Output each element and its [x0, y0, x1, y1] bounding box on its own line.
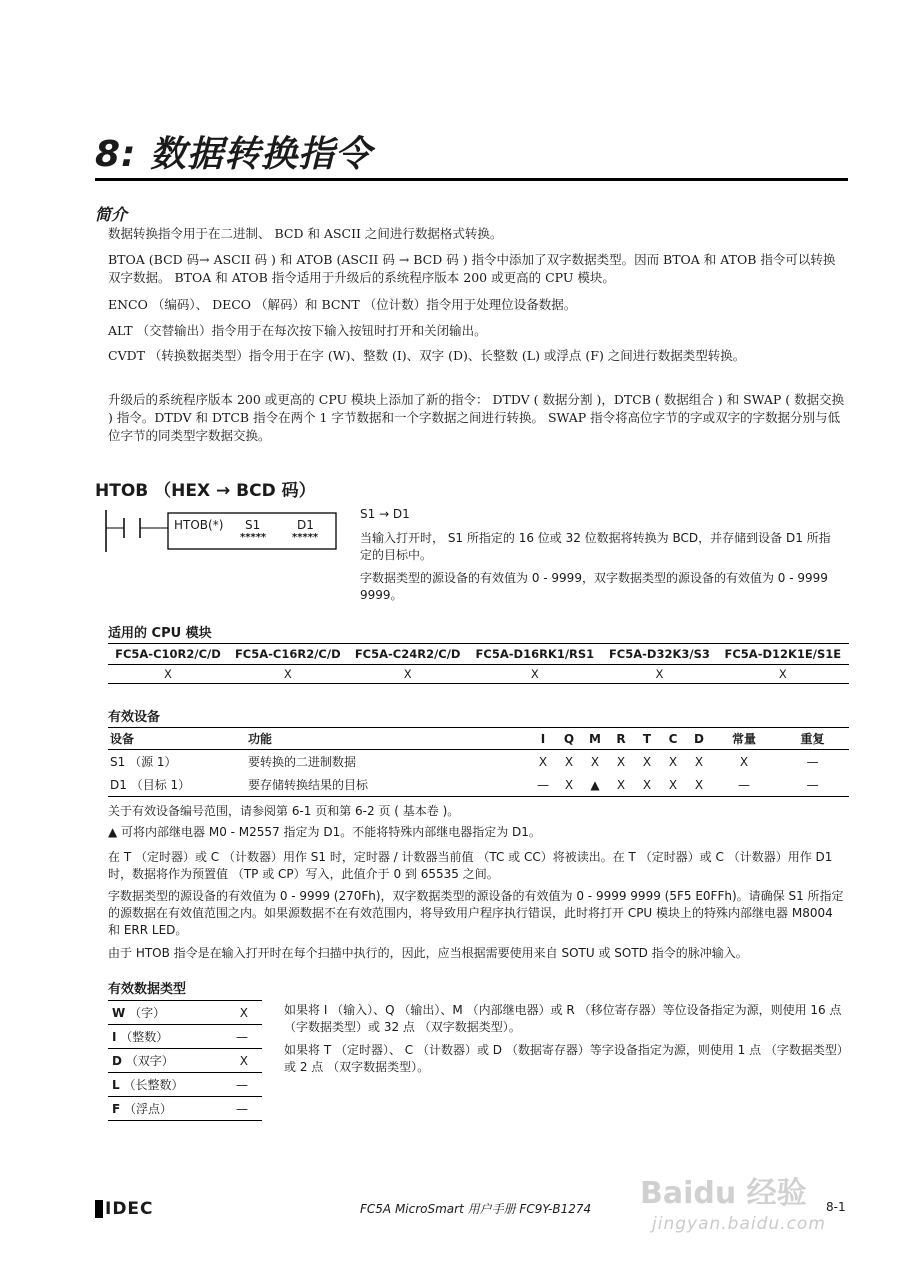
device-table [108, 727, 849, 797]
device-cell: S1 （源 1） [110, 755, 177, 769]
device-cell: X [739, 754, 749, 769]
device-cell: — [530, 773, 556, 797]
type-label: （字） [129, 1006, 166, 1020]
instruction-label: HTOB(*) [174, 518, 224, 532]
type-value: — [220, 1025, 262, 1049]
type-value: X [220, 1001, 262, 1025]
device-cell: 要转换的二进制数据 [248, 755, 357, 769]
device-cell: — [806, 754, 819, 769]
intro-paragraph: CVDT （转换数据类型）指令用于在字 (W)、整数 (I)、双字 (D)、长整数 (L) 或浮点 (F) 之间进行数据类型转换。 [108, 348, 746, 363]
cpu-cell: X [348, 665, 468, 684]
cpu-table-heading: 适用的 CPU 模块 [108, 626, 212, 641]
device-cell: X [538, 754, 548, 769]
cpu-column-header: FC5A-C24R2/C/D [348, 644, 468, 665]
device-cell: X [642, 754, 652, 769]
device-cell: — [712, 773, 776, 797]
device-cell: X [668, 754, 678, 769]
device-column-header: T [634, 728, 660, 750]
cpu-column-header: FC5A-C16R2/C/D [228, 644, 348, 665]
device-column-header: Q [556, 728, 582, 750]
intro-paragraph: BTOA (BCD 码→ ASCII 码 ) 和 ATOB (ASCII 码 → BCD 码 ) 指令中添加了双字数据类型。因而 BTOA 和 ATOB 指令可以转换双字数据。 BTOA 和 ATOB 指令适用于升级后的系统程序版本 200 或更高的 CPU 模块。 [108, 252, 836, 285]
type-code: W [112, 1006, 126, 1020]
type-value: X [220, 1049, 262, 1073]
type-value: — [220, 1073, 262, 1097]
intro-paragraph: ALT （交替输出）指令用于在每次按下输入按钮时打开和关闭输出。 [108, 323, 487, 338]
device-cell: — [776, 773, 849, 797]
table-row [108, 750, 849, 774]
device-column-header: 重复 [776, 728, 849, 750]
device-column-header: 设备 [108, 728, 246, 750]
table-row [108, 1073, 262, 1097]
cpu-cell: X [108, 665, 228, 684]
type-label: （整数） [120, 1030, 169, 1044]
note: 由于 HTOB 指令是在输入打开时在每个扫描中执行的，因此，应当根据需要使用来自 SOTU 或 SOTD 指令的脉冲输入。 [108, 946, 748, 960]
watermark-url: jingyan.baidu.com [652, 1214, 826, 1234]
device-cell: X [616, 754, 626, 769]
page-number: 8-1 [826, 1200, 846, 1214]
cpu-table [108, 643, 849, 684]
manual-title: FC5A MicroSmart 用户手册 FC9Y-B1274 [360, 1202, 592, 1216]
data-type-note: 如果将 T （定时器）、 C （计数器）或 D （数据寄存器）等字设备指定为源，则使用 1 点 （字数据类型）或 2 点 （双字数据类型）。 [284, 1043, 843, 1074]
data-types-heading: 有效数据类型 [108, 982, 187, 997]
device-cell: ▲ [582, 773, 608, 797]
watermark-logo: Baidu 经验 [640, 1176, 807, 1211]
device-cell: X [564, 754, 574, 769]
type-value: — [220, 1097, 262, 1121]
brand-logo [95, 1198, 154, 1220]
note: ▲ 可将内部继电器 M0 - M2557 指定为 D1。不能将特殊内部继电器指定为 D1。 [108, 825, 541, 839]
type-code: F [112, 1102, 121, 1116]
logo-text: IDEC [105, 1199, 154, 1219]
cpu-column-header: FC5A-D12K1E/S1E [717, 644, 849, 665]
type-label: （长整数） [123, 1078, 184, 1092]
s1-label: S1 [245, 518, 261, 532]
d1-value: ***** [292, 532, 319, 543]
cpu-cell: X [602, 665, 716, 684]
s1-value: ***** [240, 532, 267, 543]
cpu-column-header: FC5A-C10R2/C/D [108, 644, 228, 665]
intro-paragraph: 升级后的系统程序版本 200 或更高的 CPU 模块上添加了新的指令： DTDV ( 数据分割 )，DTCB ( 数据组合 ) 和 SWAP ( 数据交换 ) 指令。DTDV 和 DTCB 指令在两个 1 字节数据和一个字数据之间进行转换。 SWAP 指令将高位字节的字或双字的字数据分别与低位字节的同类型字数据交换。 [108, 392, 845, 443]
device-cell: X [660, 773, 686, 797]
table-row [108, 1001, 262, 1025]
data-types-table [108, 1000, 262, 1121]
device-cell: X [634, 773, 660, 797]
device-column-header: 功能 [246, 728, 530, 750]
device-column-header: R [608, 728, 634, 750]
device-cell: X [556, 773, 582, 797]
note: 关于有效设备编号范围，请参阅第 6-1 页和第 6-2 页 ( 基本卷 )。 [108, 804, 460, 818]
device-cell: X [590, 754, 600, 769]
data-type-note: 如果将 I （输入）、Q （输出）、M （内部继电器）或 R （移位寄存器）等位设备指定为源，则使用 16 点 （字数据类型）或 32 点 （双字数据类型）。 [284, 1003, 842, 1034]
device-column-header: M [582, 728, 608, 750]
note: 字数据类型的源设备的有效值为 0 - 9999 (270Fh)，双字数据类型的源设备的有效值为 0 - 9999 9999 (5F5 E0FFh)。请确保 S1 所指定的源数据在有效值范围之内。如果源数据不在有效范围内，将导致用户程序执行错误，此时将打开 CPU 模块上的特殊内部继电器 M8004 和 ERR LED。 [108, 889, 844, 937]
type-label: （浮点） [124, 1102, 173, 1116]
table-row [108, 1097, 262, 1121]
type-code: L [112, 1078, 120, 1092]
section-title: HTOB （HEX → BCD 码） [95, 481, 316, 501]
device-column-header: 常量 [712, 728, 776, 750]
intro-paragraph: 数据转换指令用于在二进制、 BCD 和 ASCII 之间进行数据格式转换。 [108, 226, 503, 241]
type-code: D [112, 1054, 122, 1068]
ladder-diagram [104, 508, 344, 554]
device-cell: 要存储转换结果的目标 [246, 773, 530, 797]
device-column-header: D [686, 728, 712, 750]
intro-heading: 简介 [95, 205, 128, 224]
device-table-heading: 有效设备 [108, 710, 161, 725]
device-cell: X [694, 754, 704, 769]
device-cell: X [686, 773, 712, 797]
description: 当输入打开时， S1 所指定的 16 位或 32 位数据将转换为 BCD，并存储到设备 D1 所指定的目标中。 [360, 531, 831, 562]
d1-label: D1 [297, 518, 314, 532]
title-divider [95, 178, 848, 181]
logo-bar-icon [95, 1200, 103, 1218]
cpu-cell: X [228, 665, 348, 684]
intro-paragraph: ENCO （编码）、 DECO （解码）和 BCNT （位计数）指令用于处理位设备数据。 [108, 297, 577, 312]
note: 在 T （定时器）或 C （计数器）用作 S1 时，定时器 / 计数器当前值 （TC 或 CC）将被读出。在 T （定时器）或 C （计数器）用作 D1 时，数据将作为预置值 （TP 或 CP）写入，此值介于 0 到 65535 之间。 [108, 850, 833, 881]
device-cell: D1 （目标 1） [108, 773, 246, 797]
type-code: I [112, 1030, 117, 1044]
description: 字数据类型的源设备的有效值为 0 - 9999，双字数据类型的源设备的有效值为 0 - 9999 9999。 [360, 571, 828, 602]
device-cell: X [608, 773, 634, 797]
table-row [108, 773, 849, 797]
cpu-column-header: FC5A-D32K3/S3 [602, 644, 716, 665]
device-column-header: C [660, 728, 686, 750]
cpu-cell: X [468, 665, 603, 684]
table-row [108, 1049, 262, 1073]
page-title: 8: 数据转换指令 [95, 134, 372, 175]
cpu-cell: X [717, 665, 849, 684]
type-label: （双字） [125, 1054, 174, 1068]
cpu-column-header: FC5A-D16RK1/RS1 [468, 644, 603, 665]
formula: S1 → D1 [360, 507, 410, 521]
table-row [108, 1025, 262, 1049]
device-column-header: I [530, 728, 556, 750]
